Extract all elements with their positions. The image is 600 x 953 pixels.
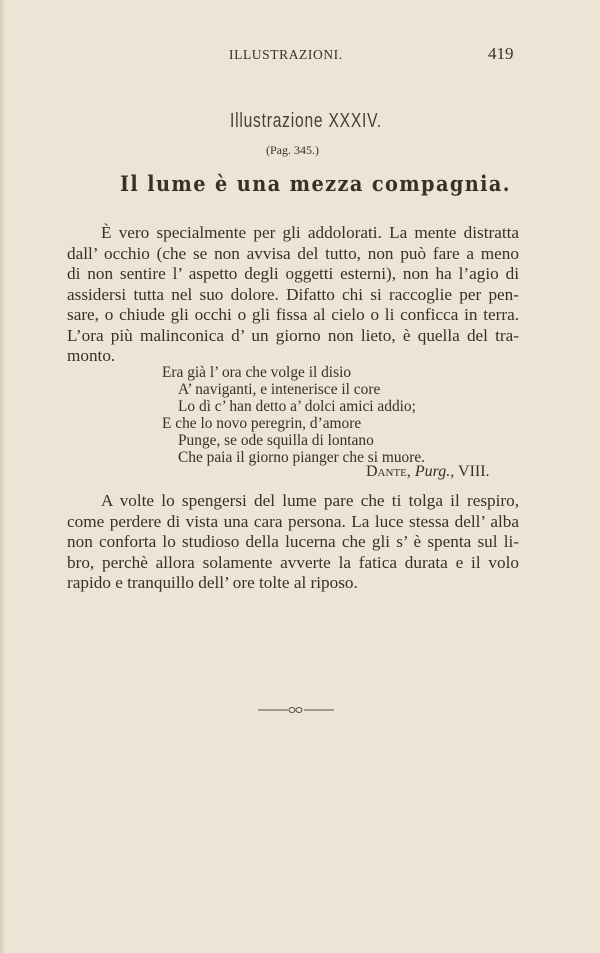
ornament-divider	[258, 706, 334, 714]
verse-line: E che lo novo peregrin, d’amore	[162, 415, 362, 432]
attribution-author: Dante	[366, 463, 407, 480]
text-line: rapido e tranquillo dell’ ore tolte al riposo.	[67, 573, 358, 592]
verse-line: Che paia il giorno pianger che si muore.	[178, 449, 426, 466]
verse-line: Punge, se ode squilla di lontano	[178, 432, 374, 449]
text-line: È vero specialmente per gli addolorati. La mente distratta	[101, 223, 519, 242]
attribution-work: Purg.	[414, 463, 451, 480]
running-head: ILLUSTRAZIONI.	[229, 47, 343, 62]
text-line: di non sentire l’ aspetto degli oggetti esterni), non ha l’agio di	[67, 264, 519, 283]
verse-attribution: Dante, Purg., VIII.	[366, 463, 490, 480]
text-line: L’ora più malinconica d’ un giorno non lieto, è quella del tra-	[67, 325, 519, 345]
text-line: monto.	[67, 346, 116, 365]
page-reference: (Pag. 345.)	[266, 143, 319, 157]
verse-line: A’ naviganti, e intenerisce il core	[178, 381, 381, 398]
text-line: A volte lo spengersi del lume pare che ti tolga il respiro,	[101, 491, 519, 510]
page-edge-shadow	[0, 0, 6, 953]
text-line: dall’ occhio (che se non avvisa del tutto, non può fare a meno	[67, 243, 519, 263]
verse-line: Era già l’ ora che volge il disio	[162, 364, 352, 381]
section-heading: Il lume è una mezza compagnia.	[120, 171, 511, 196]
page-number: 419	[488, 44, 514, 63]
text-line: assidersi tutta nel suo dolore. Difatto chi si raccoglie per pen-	[67, 284, 519, 304]
text-line: bro, perchè allora solamente avverte la fatica durata e il volo	[67, 552, 519, 572]
text-line: non conforta lo studioso della lucerna che gli s’ è spenta sul li-	[67, 532, 519, 551]
attribution-canto: VIII.	[458, 463, 490, 480]
text-line: sare, o chiude gli occhi o gli fissa al cielo o li conficca in terra.	[67, 305, 519, 324]
illustration-title: Illustrazione XXXIV.	[230, 110, 383, 132]
verse-line: Lo dì c’ han detto a’ dolci amici addio;	[178, 398, 416, 415]
text-line: come perdere di vista una cara persona. La luce stessa dell’ alba	[67, 511, 519, 531]
